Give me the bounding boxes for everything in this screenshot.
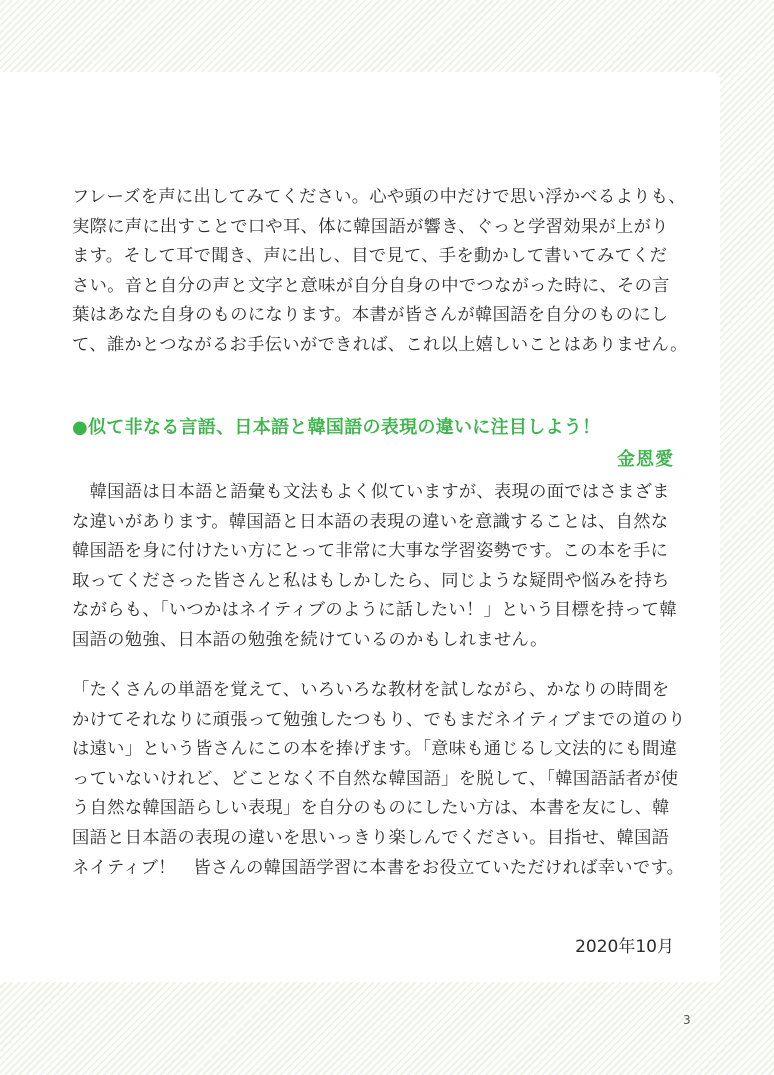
date-signature: 2020年10月 bbox=[575, 937, 674, 957]
page-number: 3 bbox=[683, 1013, 691, 1027]
author-name: 金恩愛 bbox=[617, 449, 674, 470]
intro-paragraph: フレーズを声に出してみてください。心や頭の中だけで思い浮かべるよりも、 実際に声に出すことで口や耳、体に韓国語が響き、ぐっと学習効果が上がり ます。そして耳で聞き、声に出し、目で見て、手を動かして書いてみてくだ さい。音と自分の声と文字と意味が自分自身の中でつながった時に、その言 葉はあなた自身のものになります。本書が皆さんが韓国語を自分のものにし て、誰かとつながるお手伝いができれば、これ以上嬉しいことはありません。 bbox=[72, 187, 688, 355]
section-heading: ●似て非なる言語、日本語と韓国語の表現の違いに注目しよう！ bbox=[72, 417, 601, 438]
body-paragraph-2: 「たくさんの単語を覚えて、いろいろな教材を試しながら、かなりの時間を かけてそれなりに頑張って勉強したつもり、でもまだネイティブまでの道のり は遠い」という皆さんにこの本を捧げます。「意味も通じるし文法的にも間違 っていないけれど、どことなく不自然な韓国語」を脱して、「韓国語話者が使 う自然な韓国語らしい表現」を自分のものにしたい方は、本書を友にし、韓 国語と日本語の表現の違いを思いっきり楽しんでください。目指せ、韓国語 ネイティブ！ 皆さんの韓国語学習に本書をお役立ていただければ幸いです。 bbox=[72, 680, 686, 878]
body-paragraph-1: 韓国語は日本語と語彙も文法もよく似ていますが、表現の面ではさまざま な違いがあります。韓国語と日本語の表現の違いを意識することは、自然な 韓国語を身に付けたい方にとって非常に大事な学習姿勢です。この本を手に 取ってくださった皆さんと私はもしかしたら、同じような疑問や悩みを持ち ながらも、「いつかはネイティブのように話したい！」という目標を持って韓 国語の勉強、日本語の勉強を続けているのかもしれません。 bbox=[72, 482, 677, 650]
